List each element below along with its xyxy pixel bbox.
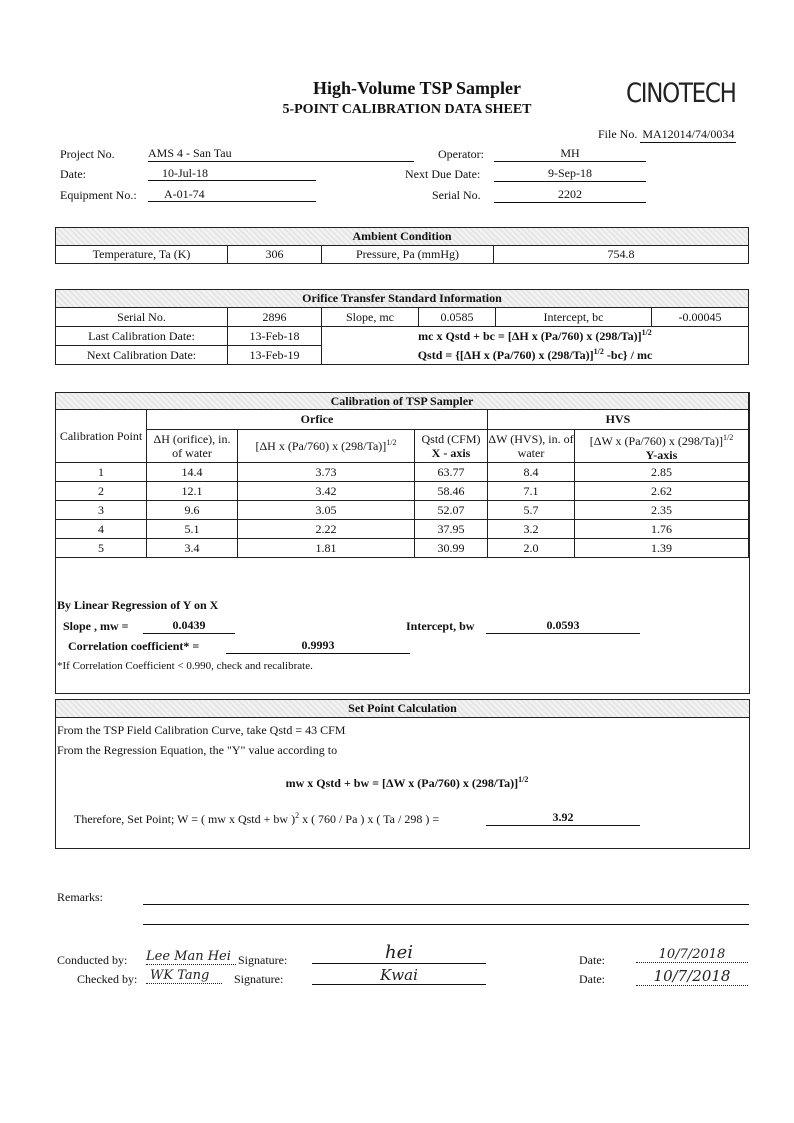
serial-value: 2202 [558, 187, 582, 201]
setpoint-formula: Therefore, Set Point; W = ( mw x Qstd + bw )$^2$ x ( 760 / Pa ) x ( Ta / 298 ) = [74, 811, 440, 826]
intercept-value: 0.0593 [546, 618, 580, 632]
cell-qstd: 30.99 [415, 539, 488, 558]
cell-dh-calc: 3.05 [238, 501, 415, 520]
slope-value: 0.0439 [172, 618, 206, 632]
slope-field [143, 618, 235, 634]
pressure-label: Pressure, Pa (mmHg) [322, 246, 494, 264]
col-calibration-point: Calibration Point [56, 410, 147, 463]
conducted-by-label: Conducted by: [57, 953, 128, 967]
temperature-value: 306 [228, 246, 322, 264]
date-value: 10-Jul-18 [162, 166, 208, 180]
remarks-label: Remarks: [57, 890, 103, 904]
project-label: Project No. [60, 147, 115, 161]
checked-by-label: Checked by: [77, 972, 138, 986]
setpoint-title: Set Point Calculation [56, 700, 749, 718]
project-field [148, 146, 414, 162]
next-due-label: Next Due Date: [405, 167, 481, 181]
cell-dw-calc: 2.85 [575, 463, 749, 482]
table-row [56, 539, 749, 558]
operator-field [494, 146, 646, 162]
operator-label: Operator: [438, 147, 484, 161]
temperature-label: Temperature, Ta (K) [56, 246, 228, 264]
last-cal-label: Last Calibration Date: [56, 327, 228, 346]
cell-dh: 12.1 [147, 482, 238, 501]
cell-point: 3 [56, 501, 147, 520]
cell-dh: 9.6 [147, 501, 238, 520]
next-cal-value: 13-Feb-19 [228, 346, 322, 365]
project-value: AMS 4 - San Tau [148, 146, 232, 160]
equipment-field [148, 187, 316, 202]
last-cal-value: 13-Feb-18 [228, 327, 322, 346]
correlation-field [226, 638, 410, 654]
checked-by-name: WK Tang [146, 968, 222, 984]
next-due-value: 9-Sep-18 [548, 166, 592, 180]
cell-dh-calc: 3.42 [238, 482, 415, 501]
date-signed-1: 10/7/2018 [636, 947, 748, 963]
regression-title: By Linear Regression of Y on X [57, 598, 219, 612]
orifice-intercept-value: -0.00045 [652, 308, 749, 327]
company-logo: CINOTECH [626, 78, 736, 109]
cell-dw-calc: 2.62 [575, 482, 749, 501]
signature-1: hei [312, 942, 486, 964]
col-qstd: Qstd (CFM) X - axis [415, 430, 488, 463]
date-label: Date: [60, 167, 86, 181]
intercept-field [486, 618, 640, 634]
ambient-table [55, 227, 749, 264]
cell-dw: 3.2 [488, 520, 575, 539]
orifice-slope-value: 0.0585 [419, 308, 496, 327]
cell-dw: 2.0 [488, 539, 575, 558]
setpoint-equation: mw x Qstd + bw = [ΔW x (Pa/760) x (298/Ta)]$^{1/2}$ [285, 775, 529, 790]
orifice-equation-1: mc x Qstd + bc = [ΔH x (Pa/760) x (298/Ta)]$^{1/2}$ [322, 327, 749, 346]
signature-label-1: Signature: [238, 953, 288, 967]
setpoint-field [486, 810, 640, 826]
cell-dh: 5.1 [147, 520, 238, 539]
remarks-line-2[interactable] [143, 924, 749, 925]
equipment-value: A-01-74 [164, 187, 205, 201]
cell-dh-calc: 2.22 [238, 520, 415, 539]
orifice-serial-value: 2896 [228, 308, 322, 327]
file-number-value: MA12014/74/0034 [642, 127, 735, 141]
date-label-2: Date: [579, 972, 605, 986]
cell-dh: 3.4 [147, 539, 238, 558]
signature-label-2: Signature: [234, 972, 284, 986]
serial-field [494, 187, 646, 203]
next-cal-label: Next Calibration Date: [56, 346, 228, 365]
correlation-label: Correlation coefficient* = [68, 639, 200, 653]
cell-point: 1 [56, 463, 147, 482]
cell-qstd: 63.77 [415, 463, 488, 482]
orifice-intercept-label: Intercept, bc [496, 308, 652, 327]
setpoint-line-1: From the TSP Field Calibration Curve, take Qstd = 43 CFM [57, 723, 346, 737]
orifice-slope-label: Slope, mc [322, 308, 419, 327]
cell-dw-calc: 2.35 [575, 501, 749, 520]
cell-dw-calc: 1.76 [575, 520, 749, 539]
equipment-label: Equipment No.: [60, 188, 137, 202]
cell-dh-calc: 3.73 [238, 463, 415, 482]
correlation-note: *If Correlation Coefficient < 0.990, check and recalibrate. [57, 660, 313, 672]
setpoint-line-2: From the Regression Equation, the "Y" value according to [57, 743, 338, 757]
document-title: High-Volume TSP Sampler [312, 78, 522, 98]
group-hvs: HVS [488, 410, 749, 430]
orifice-title: Orifice Transfer Standard Information [56, 290, 749, 308]
orifice-serial-label: Serial No. [56, 308, 228, 327]
file-number-label: File No. [598, 127, 638, 141]
cell-dh: 14.4 [147, 463, 238, 482]
cell-qstd: 52.07 [415, 501, 488, 520]
ambient-title: Ambient Condition [56, 228, 749, 246]
cell-dw: 7.1 [488, 482, 575, 501]
pressure-value: 754.8 [494, 246, 749, 264]
setpoint-value: 3.92 [552, 810, 574, 824]
cell-dw: 5.7 [488, 501, 575, 520]
table-row [56, 501, 749, 520]
cell-dw: 8.4 [488, 463, 575, 482]
serial-label: Serial No. [432, 188, 481, 202]
slope-label: Slope , mw = [63, 619, 129, 633]
col-dw: ΔW (HVS), in. of water [488, 430, 575, 463]
table-row [56, 463, 749, 482]
document-subtitle: 5-POINT CALIBRATION DATA SHEET [282, 102, 532, 117]
cell-point: 5 [56, 539, 147, 558]
date-field [148, 166, 316, 181]
cell-dw-calc: 1.39 [575, 539, 749, 558]
calibration-table [55, 392, 749, 558]
correlation-value: 0.9993 [301, 638, 335, 652]
cell-qstd: 58.46 [415, 482, 488, 501]
cell-qstd: 37.95 [415, 520, 488, 539]
cell-dh-calc: 1.81 [238, 539, 415, 558]
file-number [598, 127, 736, 143]
orifice-equation-2: Qstd = {[ΔH x (Pa/760) x (298/Ta)]$^{1/2}$ -bc} / mc [322, 346, 749, 365]
table-row [56, 482, 749, 501]
date-label-1: Date: [579, 953, 605, 967]
cell-point: 2 [56, 482, 147, 501]
orifice-table [55, 289, 749, 365]
operator-value: MH [560, 146, 580, 160]
cell-point: 4 [56, 520, 147, 539]
conducted-by-name: Lee Man Hei [146, 949, 236, 965]
col-dw-calc: [ΔW x (Pa/760) x (298/Ta)]$^{1/2}$ Y-axis [575, 430, 749, 463]
signature-2: Kwai [312, 966, 486, 985]
date-signed-2: 10/7/2018 [636, 967, 748, 986]
calibration-title: Calibration of TSP Sampler [56, 393, 749, 410]
next-due-field [494, 166, 646, 182]
remarks-line-1[interactable] [143, 904, 749, 905]
col-dh: ΔH (orifice), in. of water [147, 430, 238, 463]
col-dh-calc: [ΔH x (Pa/760) x (298/Ta)]$^{1/2}$ [238, 430, 415, 463]
group-orifice: Orfice [147, 410, 488, 430]
intercept-label: Intercept, bw [406, 619, 475, 633]
table-row [56, 520, 749, 539]
